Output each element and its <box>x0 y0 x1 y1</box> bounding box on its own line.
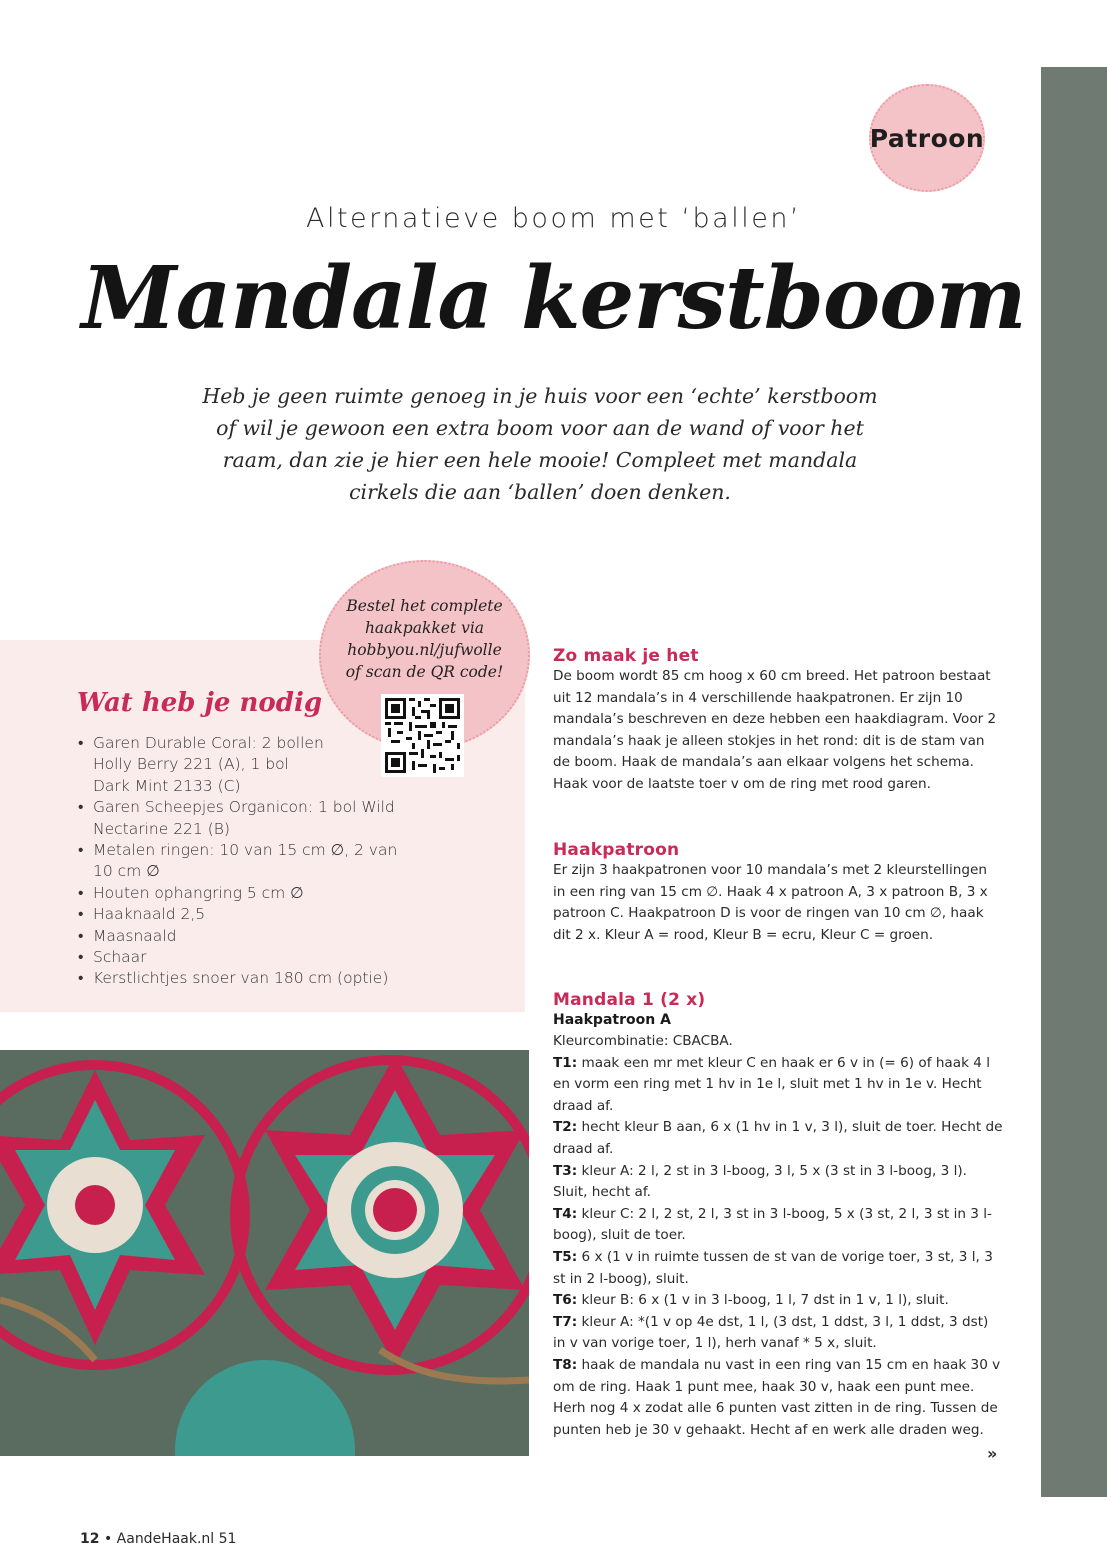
category-badge <box>869 84 985 192</box>
pattern-row: T4: kleur C: 2 l, 2 st, 2 l, 3 st in 3 l-boog, 5 x (3 st, 2 l, 3 st in 3 l-boog), sluit de toer. <box>553 1205 992 1244</box>
materials-title: Wat heb je nodig <box>77 688 323 718</box>
section-heading: Mandala 1 (2 x) <box>553 990 706 1010</box>
section-heading: Haakpatroon <box>553 840 680 860</box>
section-patterns <box>553 840 1003 946</box>
list-item: • Maasnaald <box>78 926 177 945</box>
mandala-photo-image <box>0 1050 529 1456</box>
pattern-row: T6: kleur B: 6 x (1 v in 3 l-boog, 1 l, 7 dst in 1 v, 1 l), sluit. <box>553 1292 949 1309</box>
page-footer <box>80 1531 236 1547</box>
list-item: • Kerstlichtjes snoer van 180 cm (optie) <box>78 969 389 988</box>
article-subtitle: Alternatieve boom met ‘ballen’ <box>305 203 802 234</box>
qr-code-icon <box>385 698 460 773</box>
article-intro: Heb je geen ruimte genoeg in je huis voor een ‘echte’ kerstboom of wil je gewoon een extra boom voor aan de wand of voor het raam, dan zie je hier een hele mooie! Compleet met mandala cirkels die aan ‘ballen’ doen denken. <box>202 384 878 504</box>
order-link[interactable]: hobbyou.nl/jufwolle <box>347 641 502 659</box>
pattern-row: T3: kleur A: 2 l, 2 st in 3 l-boog, 3 l, 5 x (3 st in 3 l-boog, 3 l). Sluit, hecht af. <box>553 1162 967 1201</box>
section-text: De boom wordt 85 cm hoog x 60 cm breed. Het patroon bestaat uit 12 mandala’s in 4 verschillende haakpatronen. Er zijn 10 mandala’s beschreven en deze hebben een haakdiagram. Voor 2 mandala’s haak je alleen stokjes in het rond: dit is de stam van de boom. Haak de mandala’s aan elkaar volgens het schema. Haak voor de laatste toer v om de ring met rood garen. <box>553 668 997 792</box>
list-item: • Garen Scheepjes Organicon: 1 bol Wild Nectarine 221 (B) <box>78 798 395 838</box>
magazine-name: AandeHaak.nl 51 <box>116 1531 237 1547</box>
pattern-row: T5: 6 x (1 v in ruimte tussen de st van de vorige toer, 3 st, 3 l, 3 st in 2 l-boog), sluit. <box>553 1248 993 1287</box>
order-text: Bestel het complete haakpakket via hobbyou.nl/jufwolle of scan de QR code! <box>322 595 527 683</box>
article-title: Mandala kerstboom <box>81 248 1026 349</box>
mandala-photo <box>0 1050 529 1456</box>
pattern-subheading: Haakpatroon A <box>553 1012 671 1028</box>
list-item: • Houten ophangring 5 cm ∅ <box>78 883 304 902</box>
pattern-row: T8: haak de mandala nu vast in een ring van 15 cm en haak 30 v om de ring. Haak 1 punt mee, haak 30 v, haak een punt mee. Herh nog 4 x zodat alle 6 punten vast zitten in de ring. Tussen de punten heb je 30 v gehaakt. Hecht af en werk alle draden weg. <box>553 1356 1001 1438</box>
list-item: • Schaar <box>78 948 147 967</box>
list-item: • Metalen ringen: 10 van 15 cm ∅, 2 van 10 cm ∅ <box>78 841 398 881</box>
section-instructions <box>553 646 1003 796</box>
list-item: • Haaknaald 2,5 <box>78 905 206 924</box>
section-mandala-1 <box>553 990 1003 1441</box>
category-label: Patroon <box>869 123 985 153</box>
continue-arrow-icon: » <box>987 1444 998 1463</box>
pattern-row: T1: maak een mr met kleur C en haak er 6 v in (= 6) of haak 4 l en vorm een ring met 1 hv in 1e l, sluit met 1 hv in 1e v. Hecht draad af. <box>553 1054 991 1114</box>
section-text: Er zijn 3 haakpatronen voor 10 mandala’s met 2 kleurstellingen in een ring van 15 cm ∅. Haak 4 x patroon A, 3 x patroon B, 3 x patroon C. Haakpatroon D is voor de ringen van 10 cm ∅, haak dit 2 x. Kleur A = rood, Kleur B = ecru, Kleur C = groen. <box>553 862 988 943</box>
footer-separator: • <box>103 1531 113 1547</box>
section-heading: Zo maak je het <box>553 646 699 666</box>
list-item: • Garen Durable Coral: 2 bollen Holly Berry 221 (A), 1 bol Dark Mint 2133 (C) <box>78 734 324 795</box>
pattern-row: T7: kleur A: *(1 v op 4e dst, 1 l, (3 dst, 1 ddst, 3 l, 1 ddst, 3 dst) in v van vorige toer, 1 l), herh vanaf * 5 x, sluit. <box>553 1313 989 1352</box>
page-number: 12 <box>80 1531 100 1547</box>
color-combination: Kleurcombinatie: CBACBA. <box>553 1033 733 1049</box>
qr-code[interactable] <box>381 694 464 777</box>
pattern-row: T2: hecht kleur B aan, 6 x (1 hv in 1 v, 3 l), sluit de toer. Hecht de draad af. <box>553 1119 1003 1157</box>
